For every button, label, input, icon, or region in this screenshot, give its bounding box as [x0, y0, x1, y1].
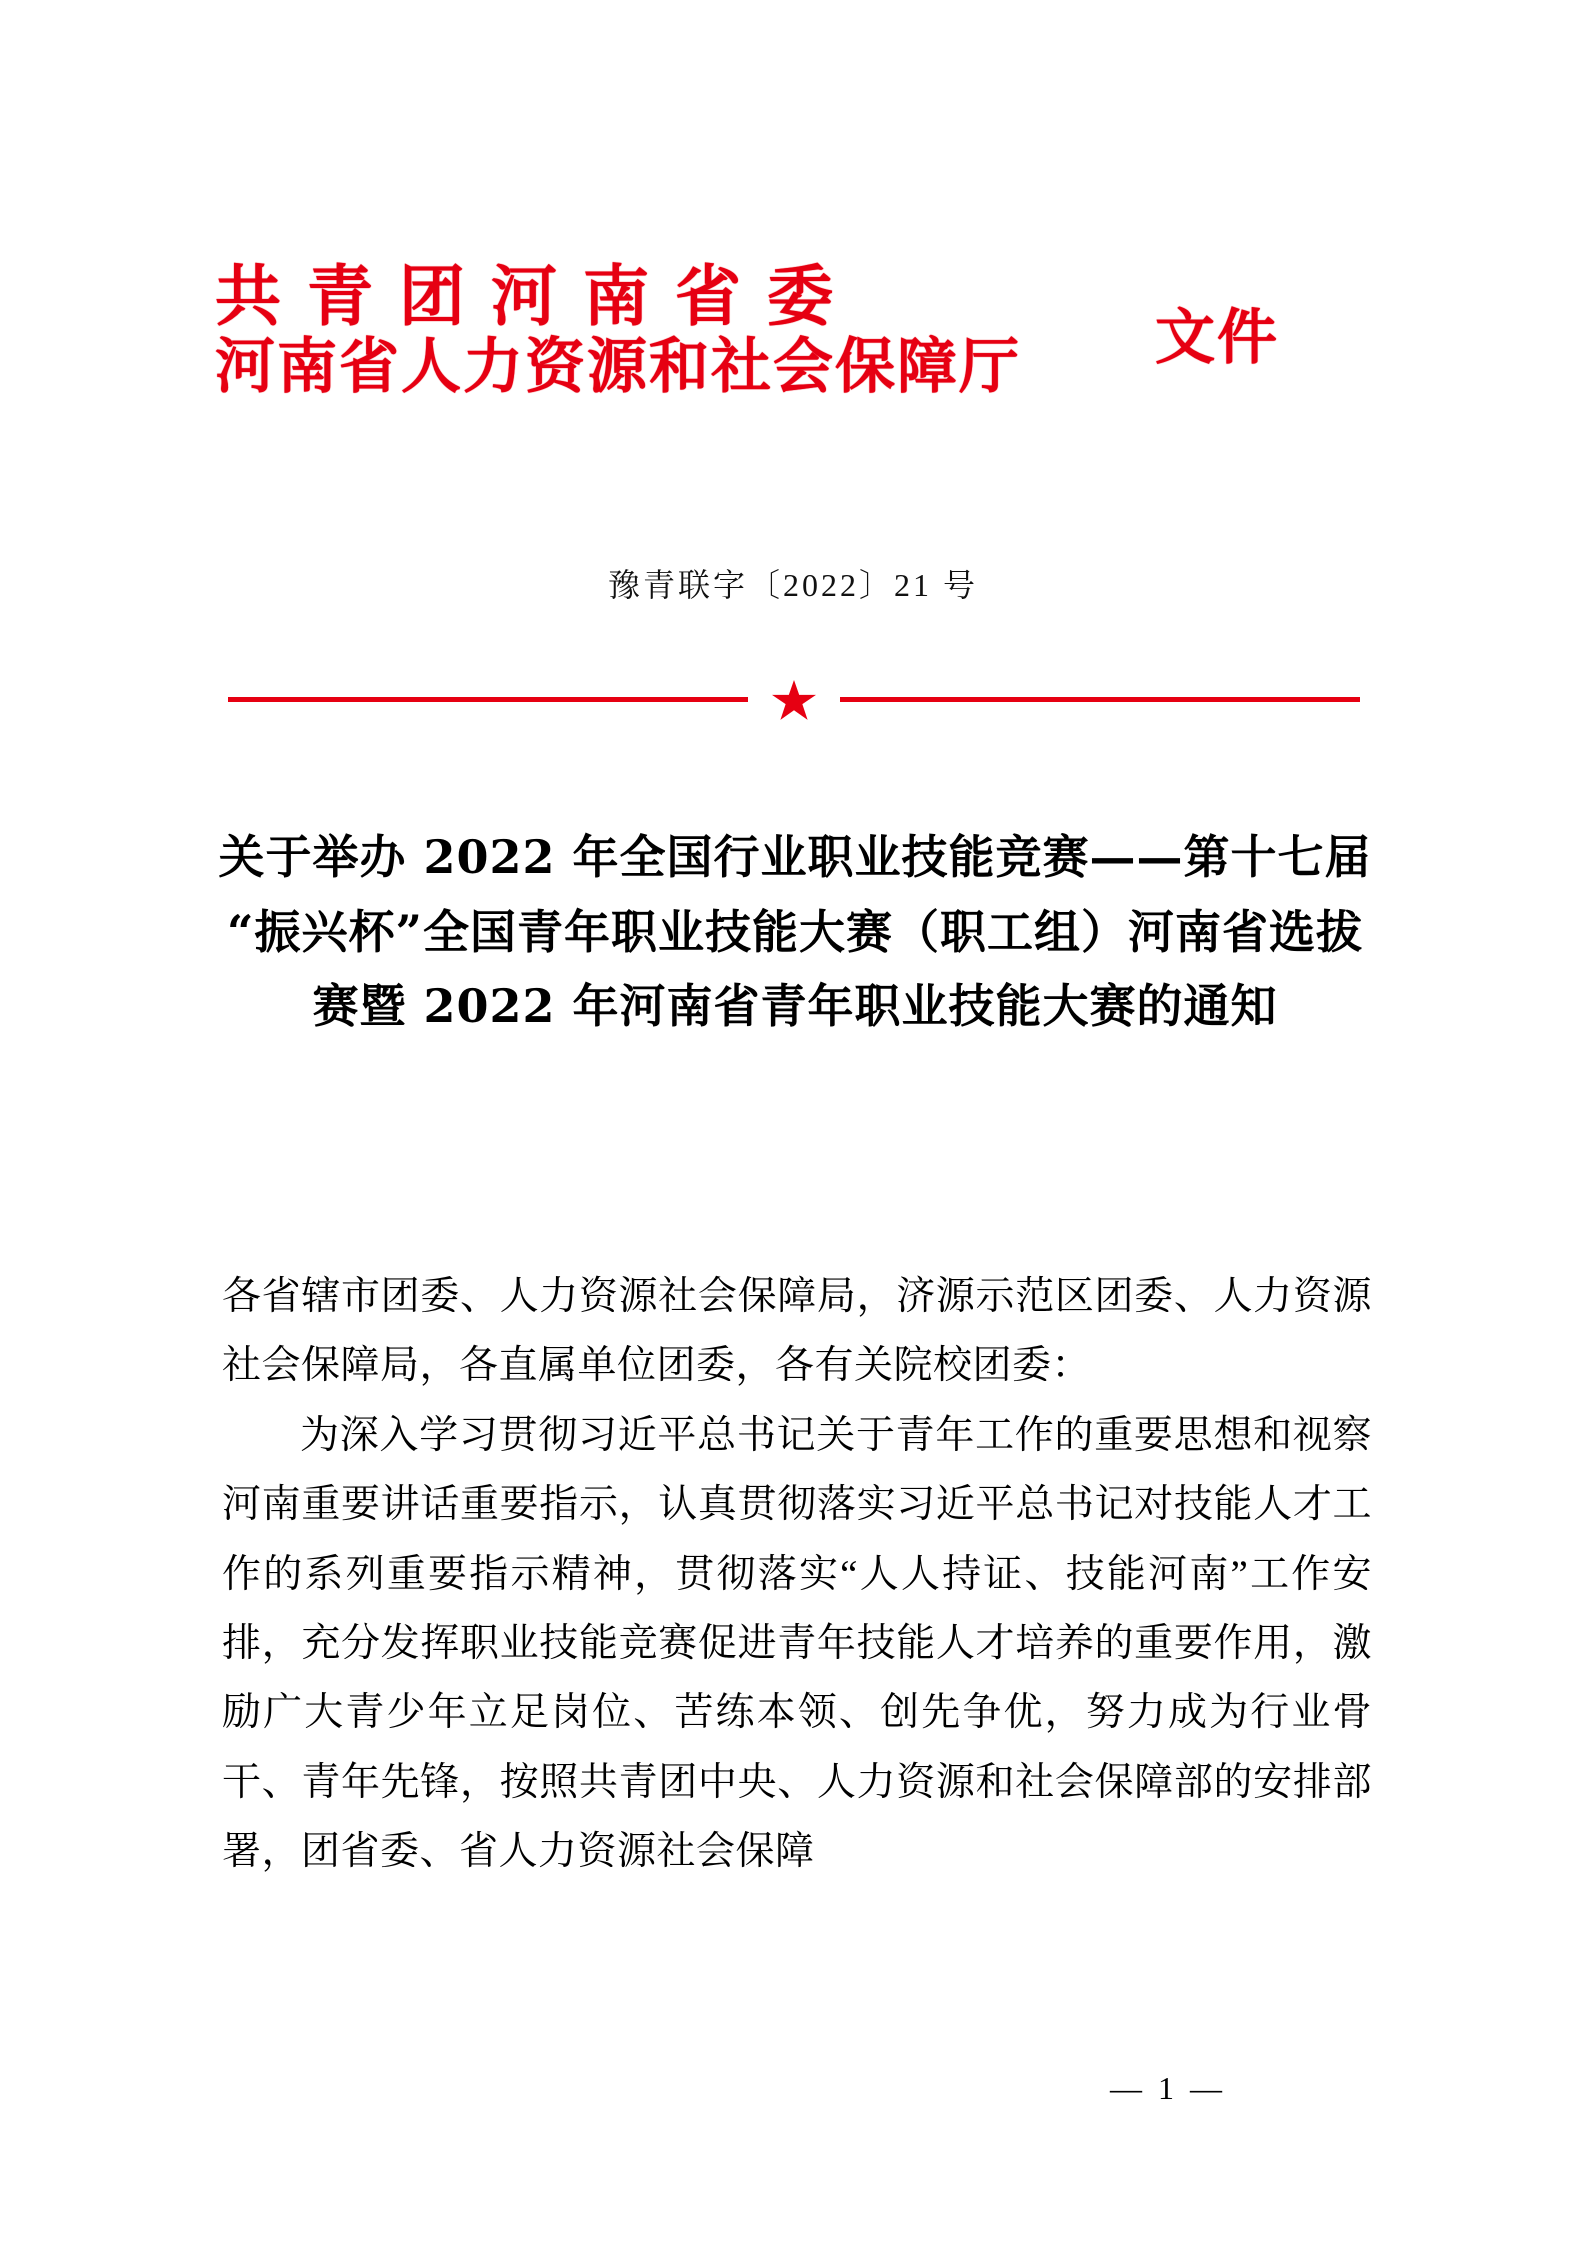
- document-body: [222, 1262, 1372, 1887]
- addressee-paragraph: 各省辖市团委、人力资源社会保障局，济源示范区团委、人力资源社会保障局，各直属单位团委，各有关院校团委：: [222, 1275, 1372, 1388]
- separator-bar-right: [840, 697, 1360, 702]
- page-footer: [0, 2070, 1586, 2107]
- issuing-org-line-1: 共青团河南省委: [215, 257, 859, 335]
- body-paragraph: 为深入学习贯彻习近平总书记关于青年工作的重要思想和视察河南重要讲话重要指示，认真贯彻落实习近平总书记对技能人才工作的系列重要指示精神，贯彻落实“人人持证、技能河南”工作安排，充分发挥职业技能竞赛促进青年技能人才培养的重要作用，激励广大青少年立足岗位、苦练本领、创先争优，努力成为行业骨干、青年先锋，按照共青团中央、人力资源和社会保障部的安排部署，团省委、省人力资源社会保障: [222, 1413, 1372, 1874]
- document-title: 关于举办 2022 年全国行业职业技能竞赛——第十七届“振兴杯”全国青年职业技能大赛（职工组）河南省选拔赛暨 2022 年河南省青年职业技能大赛的通知: [218, 830, 1372, 1034]
- document-keyword: 文件: [1155, 303, 1279, 373]
- page-number: — 1 —: [1110, 2070, 1226, 2106]
- red-star-icon: [772, 680, 816, 722]
- document-number: 豫青联字〔2022〕21 号: [607, 567, 978, 603]
- issuing-org-line-2: 河南省人力资源和社会保障厅: [215, 332, 1021, 403]
- separator-bar-left: [228, 697, 748, 702]
- red-separator: [228, 680, 1360, 720]
